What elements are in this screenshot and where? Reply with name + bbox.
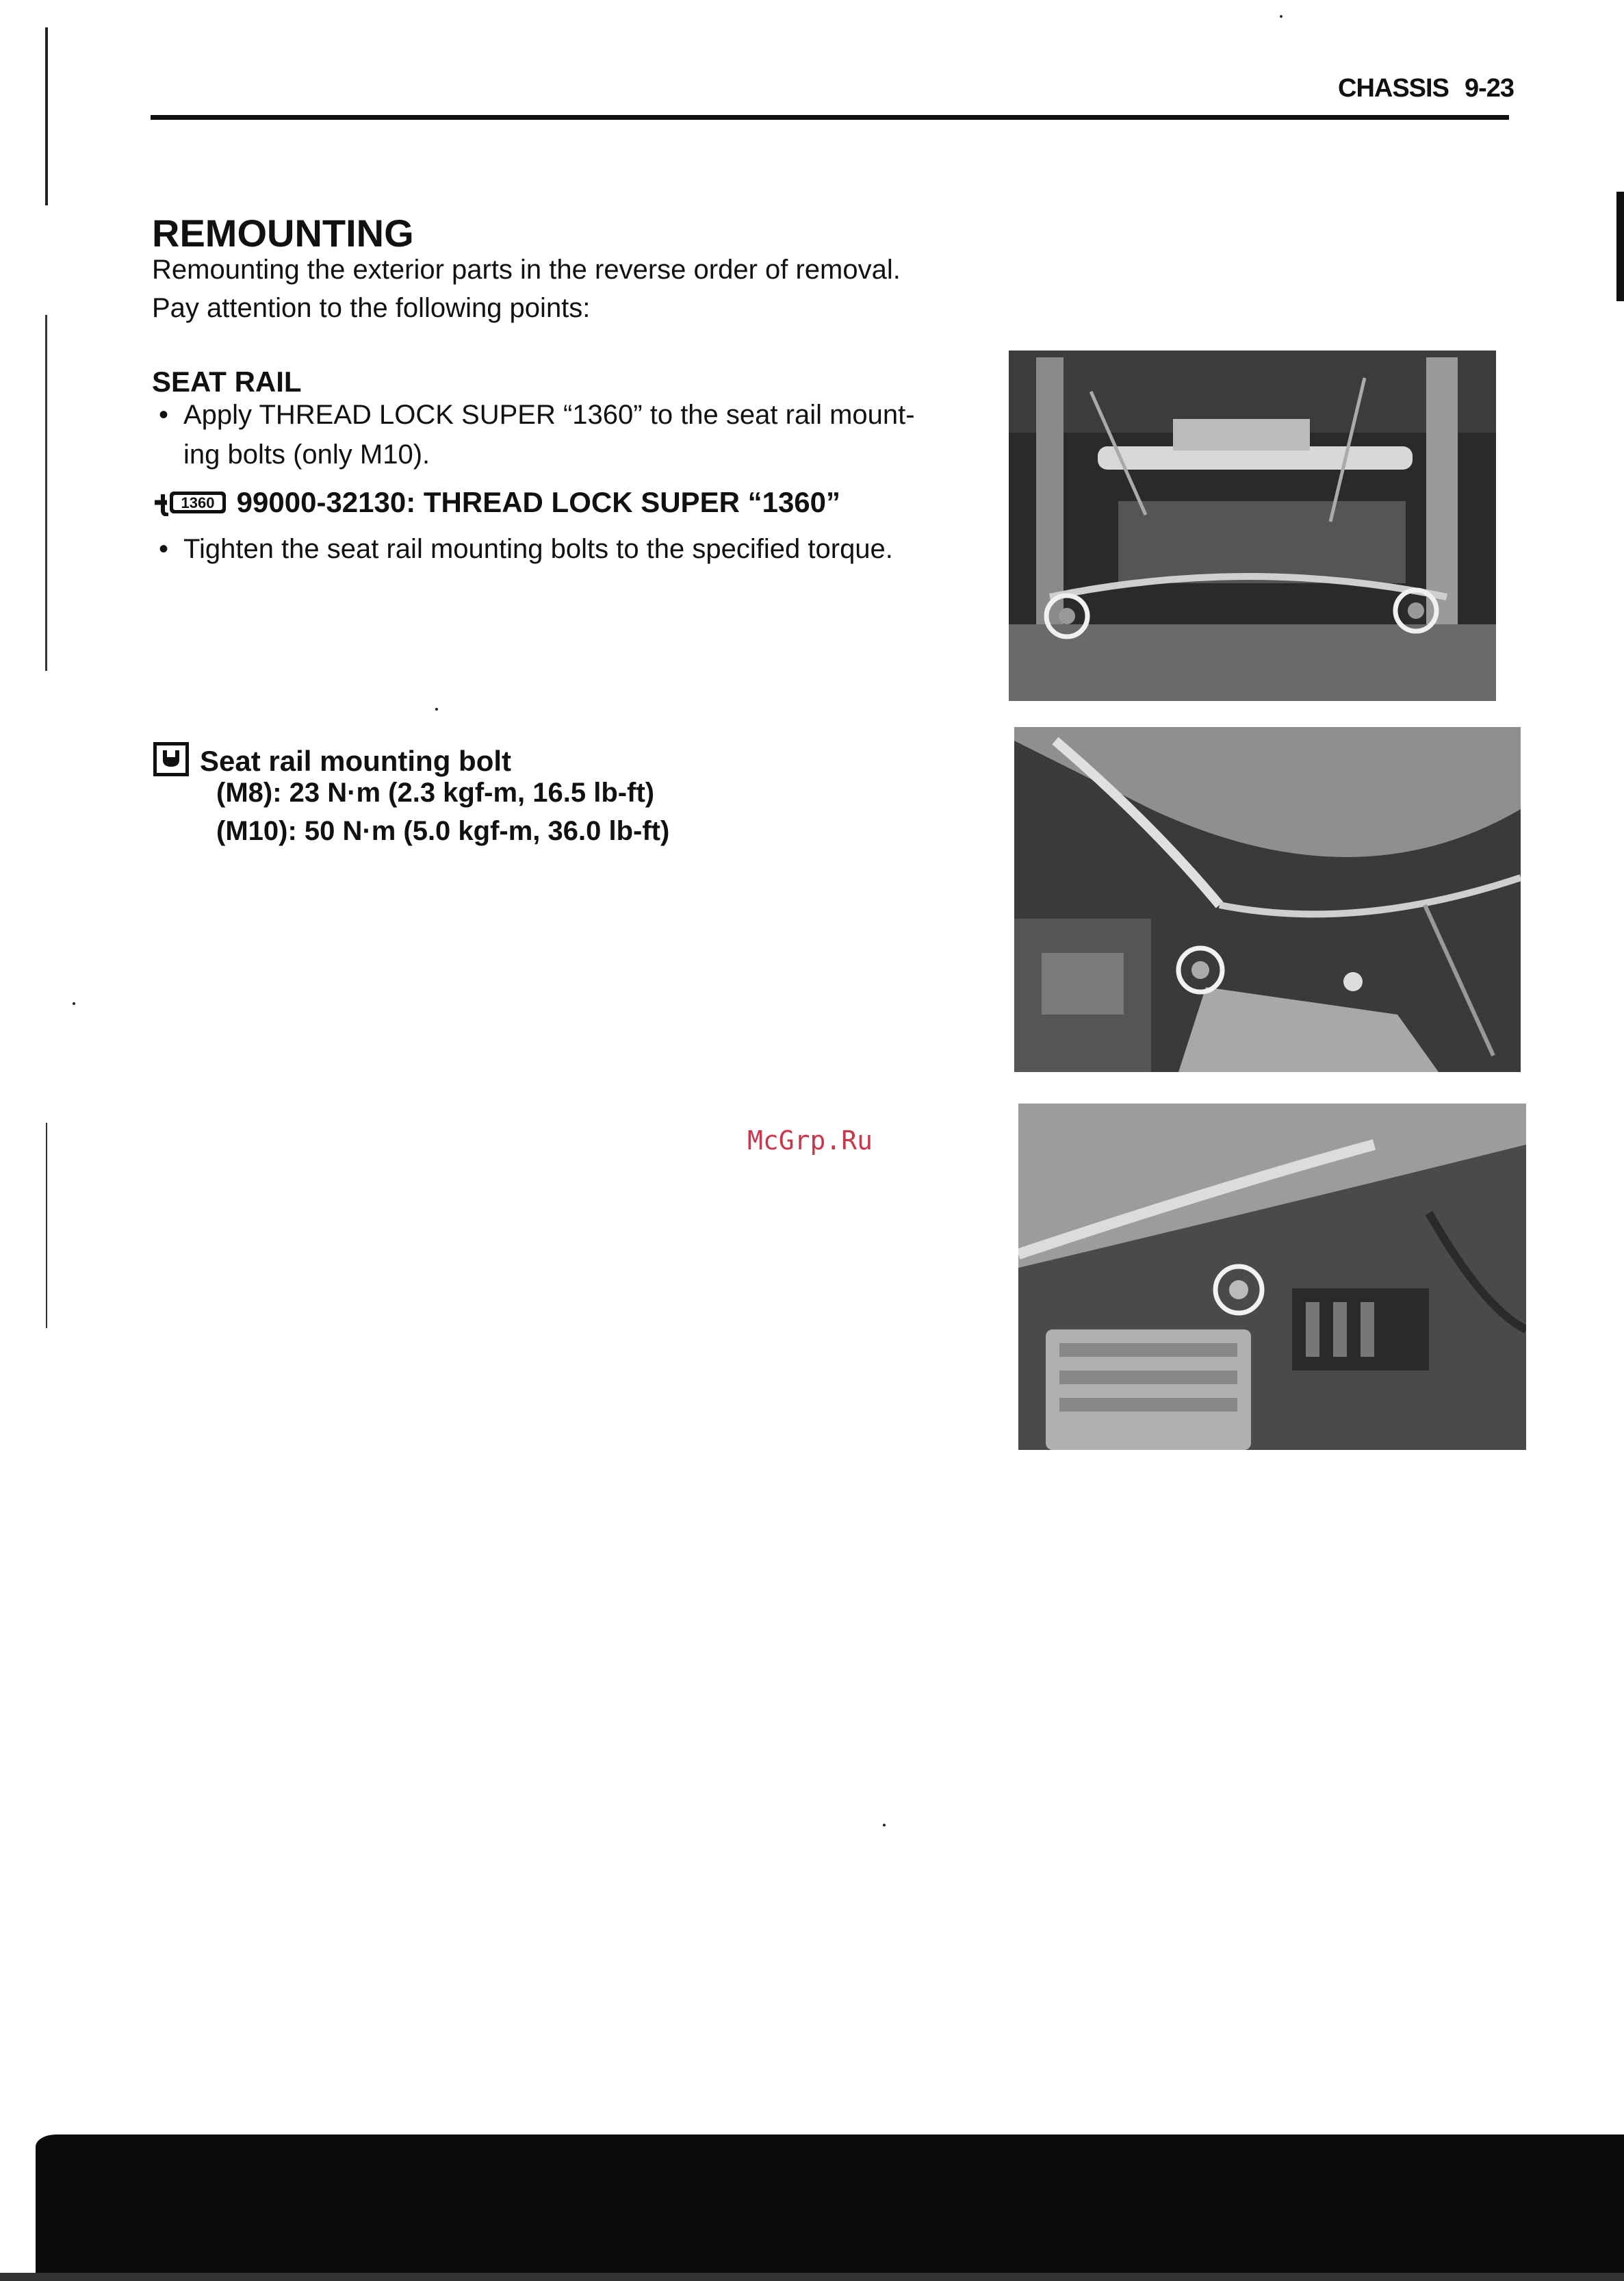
page-number: 9-23 bbox=[1465, 74, 1515, 103]
scan-speck bbox=[1280, 15, 1283, 18]
scan-speck bbox=[883, 1824, 886, 1826]
watermark: McGrp.Ru bbox=[747, 1125, 873, 1156]
scan-speck bbox=[73, 1002, 75, 1005]
bullet-dot: • bbox=[159, 400, 169, 430]
scan-speck bbox=[435, 708, 438, 711]
torque-value-m10: (M10): 50 N·m (5.0 kgf-m, 36.0 lb-ft) bbox=[216, 816, 670, 846]
torque-value-m8: (M8): 23 N·m (2.3 kgf-m, 16.5 lb-ft) bbox=[216, 778, 655, 808]
intro-line-2: Pay attention to the following points: bbox=[152, 293, 591, 323]
thread-lock-icon bbox=[152, 489, 229, 516]
scan-edge-artifact bbox=[44, 27, 49, 1328]
header-section: CHASSIS bbox=[1338, 74, 1449, 103]
bullet-2-text: Tighten the seat rail mounting bolts to the specified torque. bbox=[183, 534, 893, 564]
seat-rail-photo-2 bbox=[1014, 727, 1521, 1072]
intro-line-1: Remounting the exterior parts in the reverse order of removal. bbox=[152, 255, 901, 285]
thread-lock-spec-text: 99000-32130: THREAD LOCK SUPER “1360” bbox=[236, 486, 841, 518]
header-rule bbox=[151, 115, 1509, 120]
scan-edge-artifact-right bbox=[1616, 192, 1624, 301]
torque-wrench-icon bbox=[152, 741, 190, 778]
thread-lock-badge: 1360 bbox=[181, 494, 215, 511]
seat-rail-photo-3 bbox=[1018, 1104, 1526, 1450]
torque-heading-text: Seat rail mounting bolt bbox=[200, 745, 512, 777]
section-title: REMOUNTING bbox=[152, 212, 414, 255]
bullet-item-1 bbox=[159, 400, 915, 431]
bullet-1-continuation: ing bolts (only M10). bbox=[183, 439, 430, 470]
subsection-title: SEAT RAIL bbox=[152, 366, 302, 398]
scan-bottom-band bbox=[36, 2135, 1624, 2281]
bullet-dot: • bbox=[159, 534, 169, 564]
torque-spec-heading bbox=[152, 741, 511, 778]
bullet-1-text: Apply THREAD LOCK SUPER “1360” to the seat rail mount- bbox=[183, 400, 915, 430]
seat-rail-photo-1 bbox=[1009, 351, 1496, 701]
bullet-item-2 bbox=[159, 534, 893, 565]
scan-bottom-strip bbox=[0, 2273, 1624, 2281]
thread-lock-spec bbox=[152, 486, 840, 519]
